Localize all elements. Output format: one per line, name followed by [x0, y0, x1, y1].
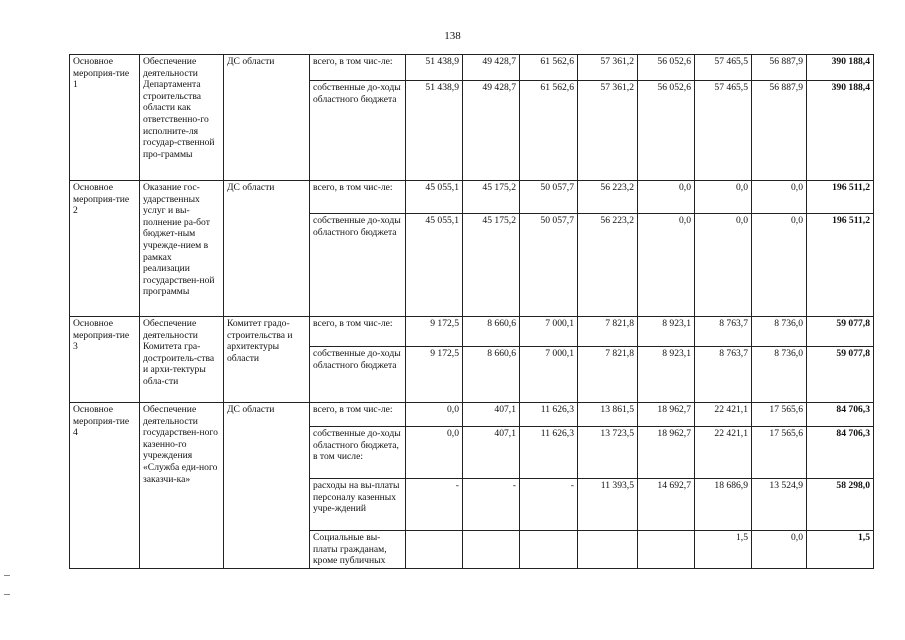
activity-name: Основное мероприя-тие 2 — [70, 181, 140, 317]
activity-name: Основное мероприя-тие 3 — [70, 317, 140, 403]
value-cell: 0,0 — [406, 403, 463, 427]
value-cell — [638, 531, 695, 569]
funding-label: всего, в том чис-ле: — [310, 317, 406, 347]
value-cell: 8 736,0 — [752, 317, 807, 347]
value-cell: 56 887,9 — [752, 81, 807, 181]
value-cell: 13 723,5 — [578, 427, 638, 479]
value-cell: 56 223,2 — [578, 214, 638, 317]
value-cell: 407,1 — [463, 403, 520, 427]
value-cell: 14 692,7 — [638, 479, 695, 531]
value-cell: 9 172,5 — [406, 347, 463, 403]
value-cell: 45 175,2 — [463, 214, 520, 317]
value-cell: 7 821,8 — [578, 347, 638, 403]
funding-label: собственные до-ходы областного бюджета, в том числе: — [310, 427, 406, 479]
value-cell: 61 562,6 — [520, 55, 578, 81]
value-cell: 57 361,2 — [578, 81, 638, 181]
activity-description: Обеспечение деятельности Комитета гра-достроитель-ства и архи-тектуры обла-сти — [140, 317, 224, 403]
value-cell: 407,1 — [463, 427, 520, 479]
value-cell: 8 923,1 — [638, 317, 695, 347]
value-cell: 45 175,2 — [463, 181, 520, 214]
value-cell: 11 626,3 — [520, 427, 578, 479]
value-cell: 18 686,9 — [695, 479, 752, 531]
funding-label: собственные до-ходы областного бюджета — [310, 81, 406, 181]
activity-description: Оказание гос-ударственных услуг и вы-полнение ра-бот бюджет-ным учрежде-нием в рамках реализации государствен-ной программы — [140, 181, 224, 317]
value-cell: 18 962,7 — [638, 427, 695, 479]
page-number: 138 — [444, 30, 461, 42]
value-cell: 0,0 — [752, 214, 807, 317]
total-cell: 390 188,4 — [807, 81, 874, 181]
value-cell: 50 057,7 — [520, 214, 578, 317]
value-cell: 11 393,5 — [578, 479, 638, 531]
total-cell: 84 706,3 — [807, 403, 874, 427]
total-cell: 84 706,3 — [807, 427, 874, 479]
total-cell: 1,5 — [807, 531, 874, 569]
value-cell: 0,0 — [638, 214, 695, 317]
table-row — [70, 317, 874, 347]
budget-table — [69, 54, 874, 569]
value-cell: - — [463, 479, 520, 531]
total-cell: 59 077,8 — [807, 347, 874, 403]
value-cell: 57 465,5 — [695, 81, 752, 181]
value-cell: - — [406, 479, 463, 531]
margin-mark — [4, 594, 10, 595]
value-cell — [578, 531, 638, 569]
value-cell: 8 923,1 — [638, 347, 695, 403]
value-cell: 56 223,2 — [578, 181, 638, 214]
value-cell: - — [520, 479, 578, 531]
value-cell: 49 428,7 — [463, 81, 520, 181]
total-cell: 59 077,8 — [807, 317, 874, 347]
value-cell: 56 052,6 — [638, 81, 695, 181]
value-cell: 56 052,6 — [638, 55, 695, 81]
executor: ДС области — [224, 181, 310, 317]
value-cell — [463, 531, 520, 569]
value-cell: 50 057,7 — [520, 181, 578, 214]
margin-mark — [4, 575, 10, 576]
value-cell: 7 821,8 — [578, 317, 638, 347]
funding-label: Социальные вы-платы гражданам, кроме публичных — [310, 531, 406, 569]
value-cell: 9 172,5 — [406, 317, 463, 347]
total-cell: 58 298,0 — [807, 479, 874, 531]
value-cell: 13 861,5 — [578, 403, 638, 427]
value-cell: 0,0 — [752, 531, 807, 569]
value-cell: 7 000,1 — [520, 317, 578, 347]
value-cell — [520, 531, 578, 569]
table-row — [70, 55, 874, 81]
activity-description: Обеспечение деятельности Департамента строительства области как ответственно-го исполните-ля государ-ственной про-граммы — [140, 55, 224, 181]
funding-label: собственные до-ходы областного бюджета — [310, 347, 406, 403]
value-cell: 0,0 — [752, 181, 807, 214]
value-cell: 7 000,1 — [520, 347, 578, 403]
executor: ДС области — [224, 55, 310, 181]
value-cell: 1,5 — [695, 531, 752, 569]
value-cell: 17 565,6 — [752, 427, 807, 479]
value-cell: 49 428,7 — [463, 55, 520, 81]
total-cell: 196 511,2 — [807, 214, 874, 317]
value-cell — [406, 531, 463, 569]
value-cell: 8 763,7 — [695, 347, 752, 403]
value-cell: 8 736,0 — [752, 347, 807, 403]
value-cell: 45 055,1 — [406, 214, 463, 317]
value-cell: 22 421,1 — [695, 403, 752, 427]
value-cell: 56 887,9 — [752, 55, 807, 81]
funding-label: всего, в том чис-ле: — [310, 55, 406, 81]
value-cell: 22 421,1 — [695, 427, 752, 479]
value-cell: 8 763,7 — [695, 317, 752, 347]
funding-label: собственные до-ходы областного бюджета — [310, 214, 406, 317]
value-cell: 45 055,1 — [406, 181, 463, 214]
total-cell: 196 511,2 — [807, 181, 874, 214]
value-cell: 11 626,3 — [520, 403, 578, 427]
funding-label: расходы на вы-платы персоналу казенных учре-ждений — [310, 479, 406, 531]
value-cell: 0,0 — [638, 181, 695, 214]
value-cell: 0,0 — [406, 427, 463, 479]
value-cell: 8 660,6 — [463, 347, 520, 403]
executor: Комитет градо-строительства и архитектуры области — [224, 317, 310, 403]
value-cell: 18 962,7 — [638, 403, 695, 427]
funding-label: всего, в том чис-ле: — [310, 403, 406, 427]
value-cell: 51 438,9 — [406, 55, 463, 81]
executor: ДС области — [224, 403, 310, 569]
activity-name: Основное мероприя-тие 1 — [70, 55, 140, 181]
value-cell: 61 562,6 — [520, 81, 578, 181]
total-cell: 390 188,4 — [807, 55, 874, 81]
activity-name: Основное мероприя-тие 4 — [70, 403, 140, 569]
table-row — [70, 181, 874, 214]
value-cell: 57 465,5 — [695, 55, 752, 81]
activity-description: Обеспечение деятельности государствен-ного казенно-го учреждения «Служба еди-ного заказчи-ка» — [140, 403, 224, 569]
table-row — [70, 403, 874, 427]
value-cell: 57 361,2 — [578, 55, 638, 81]
value-cell: 13 524,9 — [752, 479, 807, 531]
value-cell: 0,0 — [695, 181, 752, 214]
value-cell: 0,0 — [695, 214, 752, 317]
value-cell: 8 660,6 — [463, 317, 520, 347]
funding-label: всего, в том чис-ле: — [310, 181, 406, 214]
value-cell: 17 565,6 — [752, 403, 807, 427]
value-cell: 51 438,9 — [406, 81, 463, 181]
